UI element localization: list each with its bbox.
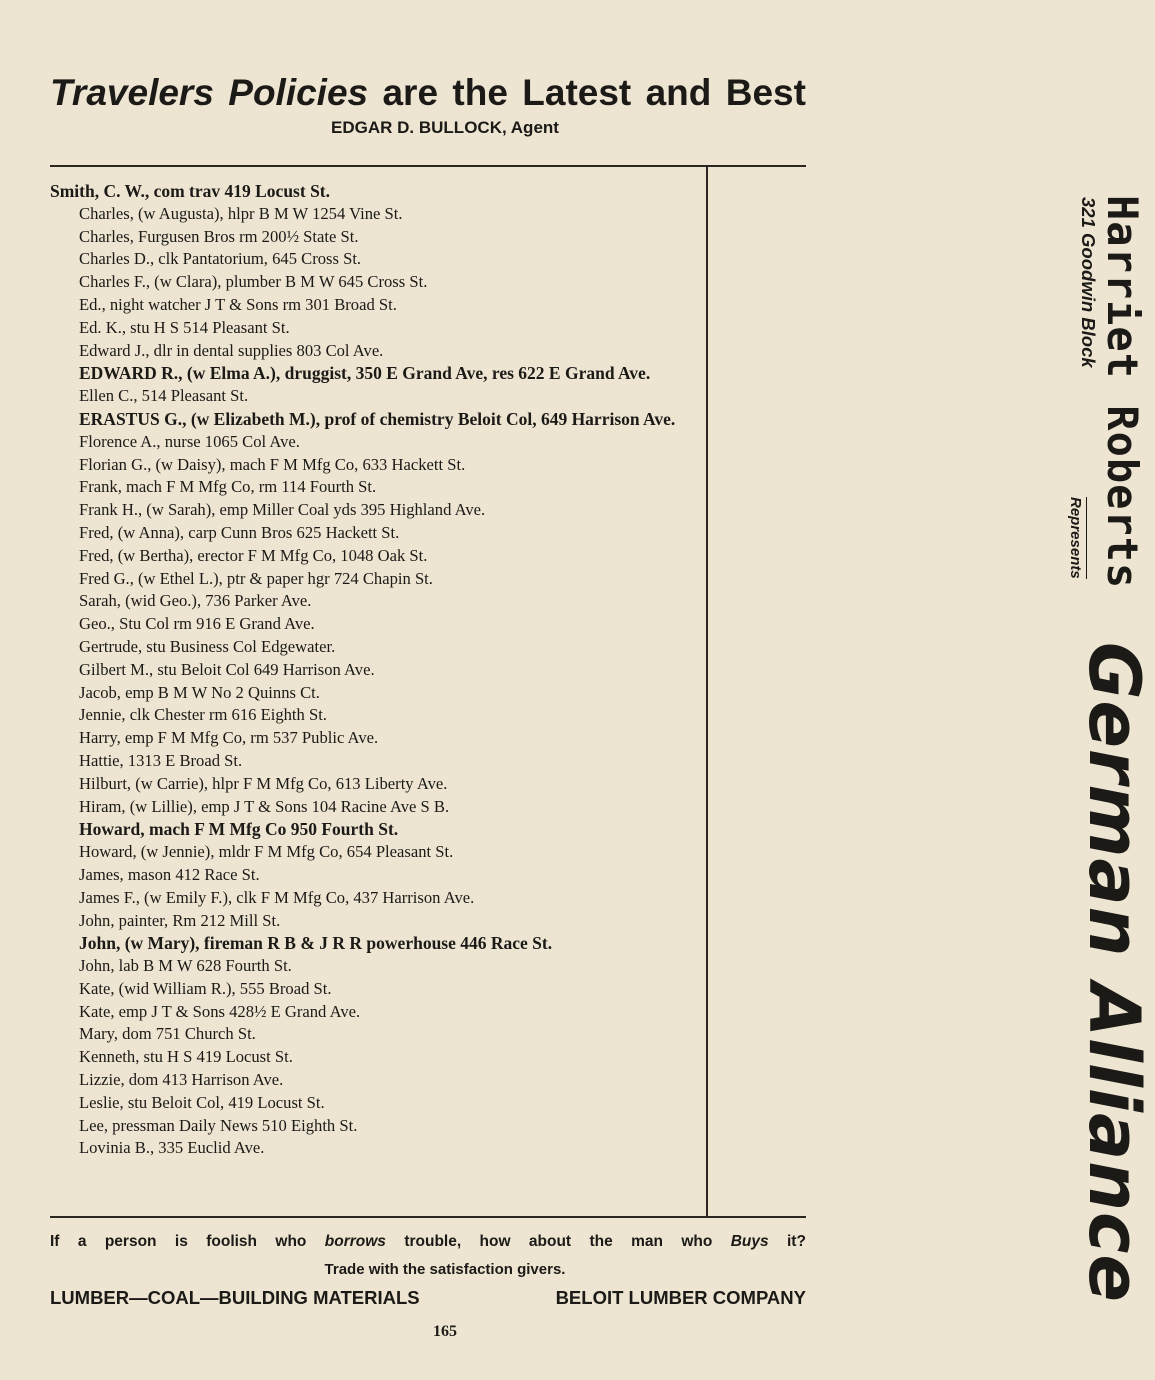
footer-slogan-word: borrows [324,1233,386,1250]
listing-entry: Jacob, emp B M W No 2 Quinns Ct. [79,682,320,702]
listing-entry: Charles D., clk Pantatorium, 645 Cross St. [79,249,362,269]
footer-slogan-word: is [174,1233,188,1250]
listing-entry: Hattie, 1313 E Broad St. [79,750,243,770]
listing-entry: Charles, Furgusen Bros rm 200½ State St. [79,226,359,246]
listing-entry: Frank, mach F M Mfg Co, rm 114 Fourth St. [79,477,377,497]
listing-entry: Howard, (w Jennie), mldr F M Mfg Co, 654 Pleasant St. [79,842,454,862]
footer-slogan-word: If [50,1233,60,1250]
header-word: are [382,72,439,113]
footer-slogan-word: a [77,1233,87,1250]
listing-entry: John, (w Mary), fireman R B & J R R powerhouse 446 Race St. [79,933,553,954]
listing-entry: Leslie, stu Beloit Col, 419 Locust St. [79,1092,325,1112]
listing-entry: Mary, dom 751 Church St. [79,1024,256,1044]
footer-tagline: Trade with the satisfaction givers. [324,1261,566,1278]
listing-entry: Lizzie, dom 413 Harrison Ave. [79,1070,284,1090]
listing-entry: John, painter, Rm 212 Mill St. [79,910,281,930]
listing-entry: Jennie, clk Chester rm 616 Eighth St. [79,705,327,725]
listing-entry: Hiram, (w Lillie), emp J T & Sons 104 Racine Ave S B. [79,796,450,816]
footer-company: BELOIT LUMBER COMPANY [555,1287,806,1308]
listing-entry: Edward J., dlr in dental supplies 803 Col Ave. [79,340,384,360]
footer-slogan-word: person [104,1233,157,1250]
footer-slogan-word: it? [787,1233,806,1250]
listing-entry: Geo., Stu Col rm 916 E Grand Ave. [79,614,315,634]
footer-slogan-word: about [528,1233,572,1250]
listing-entry: Fred, (w Bertha), erector F M Mfg Co, 1048 Oak St. [79,545,428,565]
listing-entry: Gertrude, stu Business Col Edgewater. [79,636,336,656]
listing-entry: Ed., night watcher J T & Sons rm 301 Broad St. [79,294,397,314]
side-advertisement [1057,175,1155,1304]
listing-entry: Ellen C., 514 Pleasant St. [79,386,249,406]
footer-slogan-word: trouble, [404,1233,462,1250]
footer-slogan-word: the [589,1233,613,1250]
header-word: Travelers [50,72,214,113]
listing-entry: John, lab B M W 628 Fourth St. [79,956,292,976]
page-number: 165 [433,1323,457,1340]
side-ad-address: 321 Goodwin Block [1078,197,1099,368]
footer-slogan-word: foolish [206,1233,258,1250]
header-word: Best [725,72,806,113]
column-divider [706,167,708,1216]
directory-listing [50,180,698,1160]
listing-entry: Hilburt, (w Carrie), hlpr F M Mfg Co, 613 Liberty Ave. [79,773,448,793]
header-word: the [452,72,508,113]
header-word: Latest [522,72,632,113]
listing-entry: ERASTUS G., (w Elizabeth M.), prof of chemistry Beloit Col, 649 Harrison Ave. [79,408,676,429]
listing-entry: Florian G., (w Daisy), mach F M Mfg Co, 633 Hackett St. [79,454,466,474]
listing-entry: Lee, pressman Daily News 510 Eighth St. [79,1115,358,1135]
side-ad-company: German Alliance [1073,642,1155,1304]
bottom-divider [50,1216,806,1218]
listing-entry: Howard, mach F M Mfg Co 950 Fourth St. [79,819,399,840]
listing-entry: James, mason 412 Race St. [79,864,260,884]
footer-slogan-word: how [479,1233,511,1250]
footer-slogan-word: man [631,1233,663,1250]
listing-entry: Fred, (w Anna), carp Cunn Bros 625 Hackett St. [79,522,400,542]
listing-entry: James F., (w Emily F.), clk F M Mfg Co, 437 Harrison Ave. [79,887,475,907]
listing-entry: Florence A., nurse 1065 Col Ave. [79,431,300,451]
listing-entry: Gilbert M., stu Beloit Col 649 Harrison Ave. [79,659,375,679]
footer-slogan-word: Buys [730,1233,769,1250]
top-divider [50,165,806,167]
footer-slogan-word: who [681,1233,713,1250]
listing-entry: Harry, emp F M Mfg Co, rm 537 Public Ave. [79,728,379,748]
footer-slogan-word: who [275,1233,307,1250]
listing-entry: Ed. K., stu H S 514 Pleasant St. [79,317,290,337]
listing-entry: Kate, emp J T & Sons 428½ E Grand Ave. [79,1001,361,1021]
footer-slogan [50,1233,806,1257]
listing-entry: EDWARD R., (w Elma A.), druggist, 350 E Grand Ave, res 622 E Grand Ave. [79,363,651,384]
header-word: and [645,72,712,113]
listing-entry: Smith, C. W., com trav 419 Locust St. [50,181,331,201]
listing-entry: Frank H., (w Sarah), emp Miller Coal yds 395 Highland Ave. [79,500,486,520]
listing-entry: Kate, (wid William R.), 555 Broad St. [79,978,332,998]
header-word: Policies [228,72,369,113]
listing-entry: Fred G., (w Ethel L.), ptr & paper hgr 724 Chapin St. [79,568,433,588]
listing-entry: Charles F., (w Clara), plumber B M W 645 Cross St. [79,272,428,292]
listing-entry: Charles, (w Augusta), hlpr B M W 1254 Vine St. [79,203,403,223]
footer-products: LUMBER—COAL—BUILDING MATERIALS [50,1287,420,1308]
listing-entry: Lovinia B., 335 Euclid Ave. [79,1138,265,1158]
header-agent-line: EDGAR D. BULLOCK, Agent [331,118,559,137]
side-ad-name: Harriet Roberts [1098,195,1147,590]
side-ad-represents: Represents [1067,497,1087,579]
header-advertisement-title [50,72,806,120]
listing-entry: Sarah, (wid Geo.), 736 Parker Ave. [79,591,312,611]
listing-entry: Kenneth, stu H S 419 Locust St. [79,1047,293,1067]
